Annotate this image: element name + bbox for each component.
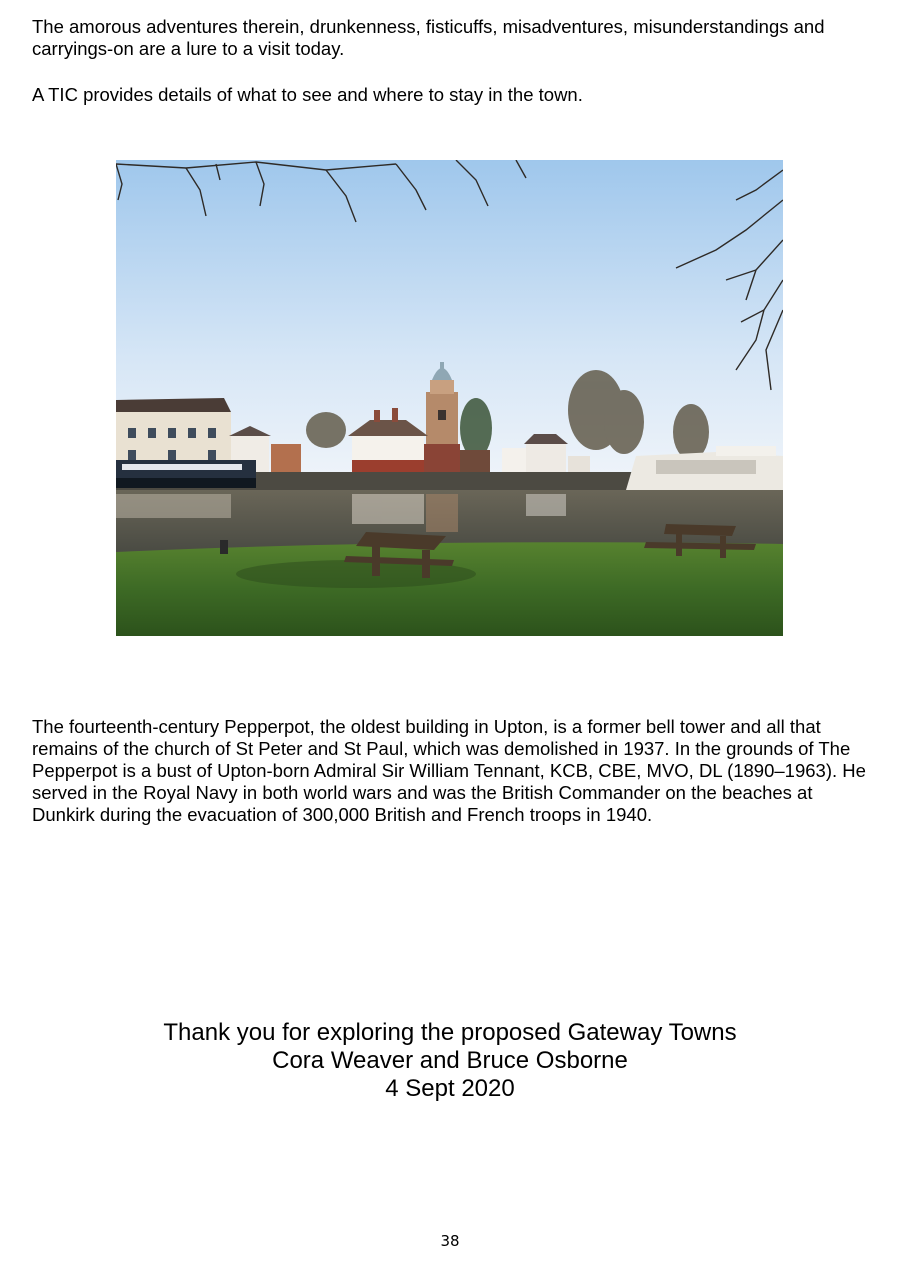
narrowboat <box>116 460 256 488</box>
riverside-photo <box>116 160 783 636</box>
closing-block <box>0 1019 900 1103</box>
intro-paragraph: The amorous adventures therein, drunkenness, fisticuffs, misadventures, misunderstandings and carryings-on are a lure to a visit today. <box>32 16 825 59</box>
closing-date: 4 Sept 2020 <box>385 1075 515 1102</box>
bollard <box>220 540 228 554</box>
pepperpot-paragraph: The fourteenth-century Pepperpot, the oldest building in Upton, is a former bell tower and all that remains of the church of St Peter and St Paul, which was demolished in 1937. In the grounds of The Pepperpot is a bust of Upton-born Admiral Sir William Tennant, KCB, CBE, MVO, DL (1890–1963). He served in the Royal Navy in both world wars and was the British Commander on the beaches at Dunkirk during the evacuation of 300,000 British and French troops in 1940. <box>32 716 866 825</box>
closing-thanks: Thank you for exploring the proposed Gateway Towns <box>163 1019 737 1046</box>
grass-bank <box>116 542 783 636</box>
closing-authors: Cora Weaver and Bruce Osborne <box>272 1047 628 1074</box>
tic-paragraph: A TIC provides details of what to see and where to stay in the town. <box>32 84 583 105</box>
page-number: 38 <box>440 1232 460 1250</box>
